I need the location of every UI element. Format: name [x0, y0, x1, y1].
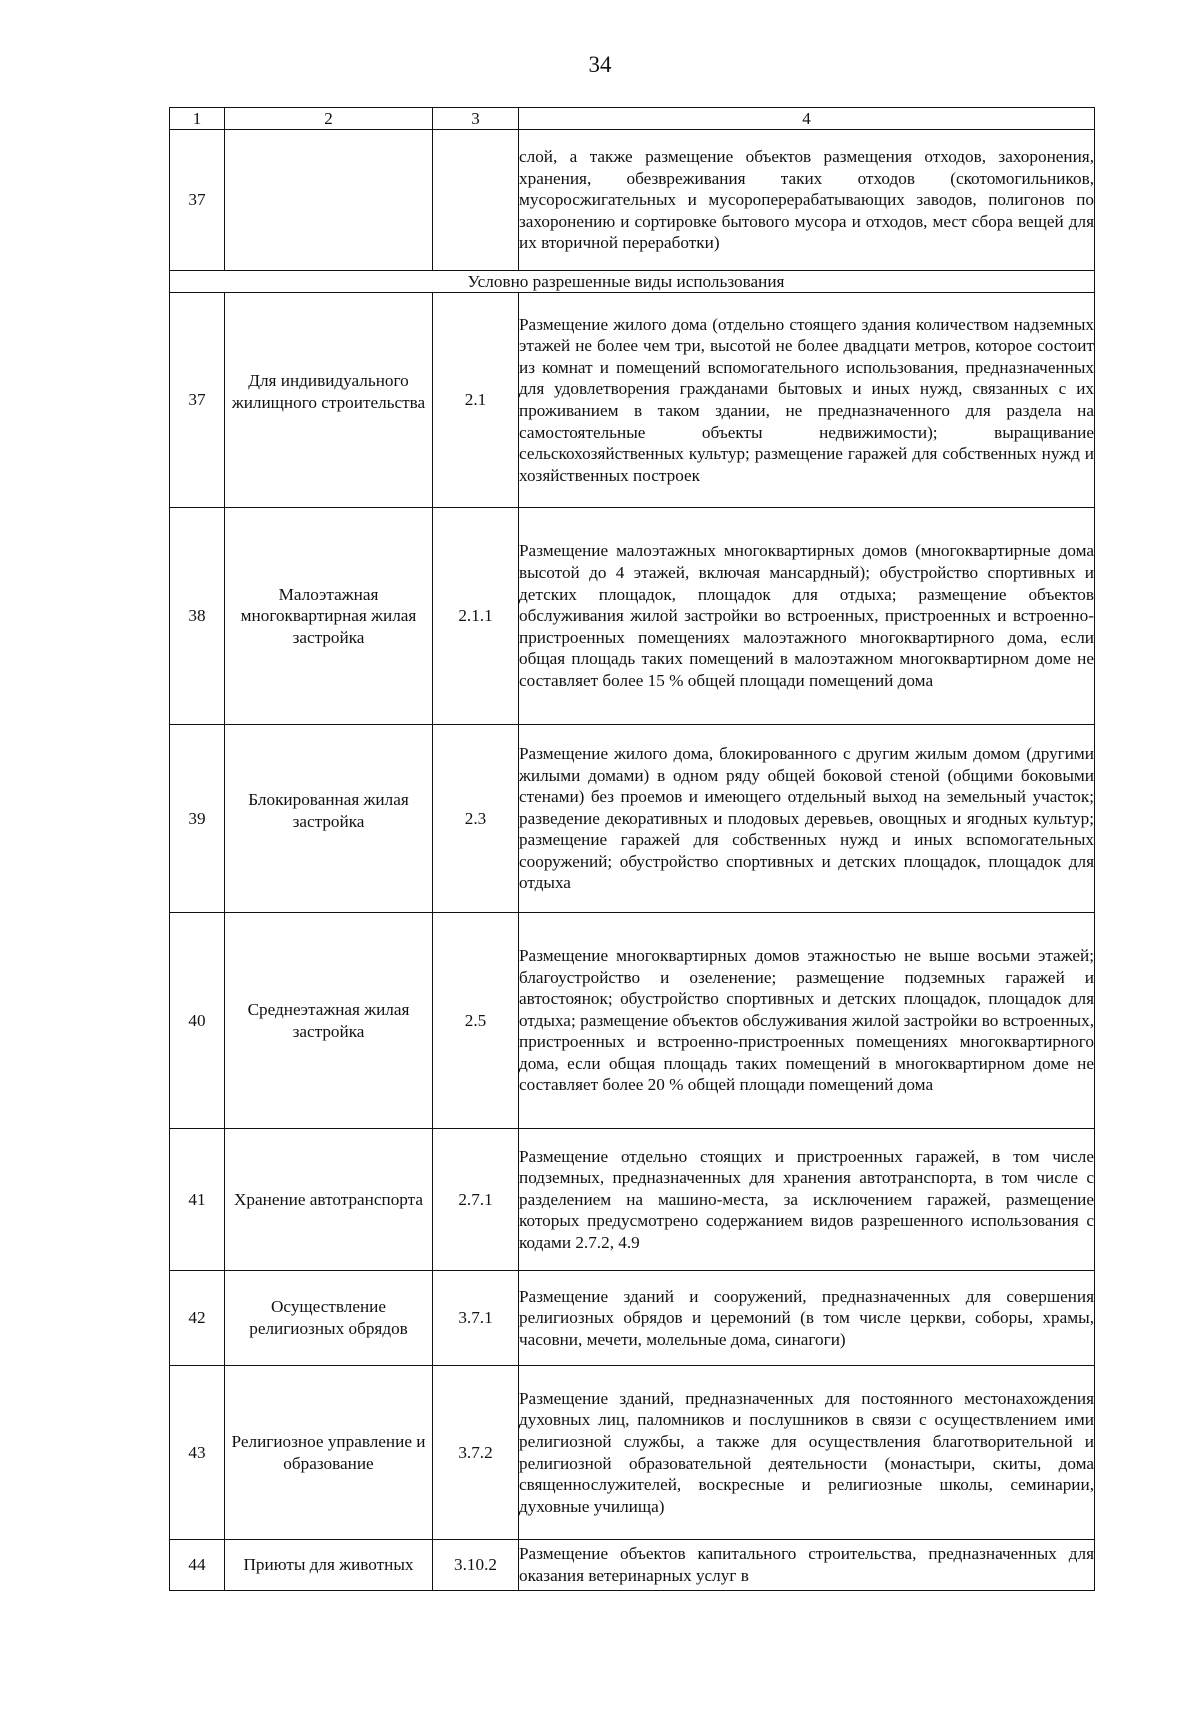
table-row	[170, 508, 1095, 725]
row-code: 2.1.1	[433, 508, 519, 725]
row-code	[433, 130, 519, 271]
section-title-cell	[170, 271, 1095, 293]
row-description: Размещение многоквартирных домов этажностью не выше восьми этажей; благоустройство и озеленение; размещение подземных гаражей и автостоянок; обустройство спортивных и детских площадок, площадок для отдыха; размещение объектов обслуживания жилой застройки во встроенных, пристроенных и встроенно-пристроенных помещениях многоквартирного дома, если общая площадь таких помещений в многоквартирном доме не составляет более 20 % общей площади помещений дома	[519, 913, 1095, 1129]
row-code: 3.10.2	[433, 1540, 519, 1591]
row-name: Религиозное управление и образование	[225, 1366, 433, 1540]
row-name: Хранение автотранспорта	[225, 1129, 433, 1271]
row-code: 2.1	[433, 293, 519, 508]
row-code: 3.7.2	[433, 1366, 519, 1540]
row-description: Размещение зданий и сооружений, предназначенных для совершения религиозных обрядов и церемоний (в том числе церкви, соборы, храмы, часовни, мечети, молельные дома, синагоги)	[519, 1271, 1095, 1366]
table-row-continuation	[170, 130, 1095, 271]
row-description: Размещение жилого дома, блокированного с другим жилым домом (другими жилыми домами) в одном ряду общей боковой стеной (общими боковыми стенами) без проемов и имеющего отдельный выход на земельный участок; разведение декоративных и плодовых деревьев, овощных и ягодных культур; размещение гаражей для собственных нужд и иных вспомогательных сооружений; обустройство спортивных и детских площадок, площадок для отдыха	[519, 725, 1095, 913]
row-name: Для индивидуального жилищного строительства	[225, 293, 433, 508]
row-name: Среднеэтажная жилая застройка	[225, 913, 433, 1129]
section-title: Условно разрешенные виды использования	[467, 271, 785, 291]
row-number: 38	[170, 508, 225, 725]
row-number: 41	[170, 1129, 225, 1271]
row-number: 43	[170, 1366, 225, 1540]
header-row	[170, 108, 1095, 130]
table-row	[170, 1366, 1095, 1540]
row-name: Осуществление религиозных обрядов	[225, 1271, 433, 1366]
table-row	[170, 1129, 1095, 1271]
row-description: слой, а также размещение объектов размещения отходов, захоронения, хранения, обезвреживания таких отходов (скотомогильников, мусоросжигательных и мусороперерабатывающих заводов, полигонов по захоронению и сортировке бытового мусора и отходов, мест сбора вещей для их вторичной переработки)	[519, 130, 1095, 271]
row-description: Размещение отдельно стоящих и пристроенных гаражей, в том числе подземных, предназначенных для хранения автотранспорта, в том числе с разделением на машино-места, за исключением гаражей, размещение которых предусмотрено содержанием видов разрешенного использования с кодами 2.7.2, 4.9	[519, 1129, 1095, 1271]
row-name: Приюты для животных	[225, 1540, 433, 1591]
row-number: 37	[170, 293, 225, 508]
table-row	[170, 293, 1095, 508]
section-header-row	[170, 271, 1095, 293]
row-description: Размещение жилого дома (отдельно стоящего здания количеством надземных этажей не более чем три, высотой не более двадцати метров, которое состоит из комнат и помещений вспомогательного использования, предназначенных для удовлетворения гражданами бытовых и иных нужд, связанных с их проживанием в таком здании, не предназначенного для раздела на самостоятельные объекты недвижимости); выращивание сельскохозяйственных культур; размещение гаражей для собственных нужд и хозяйственных построек	[519, 293, 1095, 508]
row-description: Размещение объектов капитального строительства, предназначенных для оказания ветеринарных услуг в	[519, 1540, 1095, 1591]
row-description: Размещение зданий, предназначенных для постоянного местонахождения духовных лиц, паломников и послушников в связи с осуществлением ими религиозной службы, а также для осуществления благотворительной и религиозной образовательной деятельности (монастыри, скиты, дома священнослужителей, воскресные и религиозные школы, семинарии, духовные училища)	[519, 1366, 1095, 1540]
row-code: 2.3	[433, 725, 519, 913]
row-number: 39	[170, 725, 225, 913]
row-number: 37	[170, 130, 225, 271]
column-header: 1	[170, 108, 225, 130]
row-number: 42	[170, 1271, 225, 1366]
row-name	[225, 130, 433, 271]
row-code: 2.5	[433, 913, 519, 1129]
table-row	[170, 725, 1095, 913]
column-header: 2	[225, 108, 433, 130]
row-number: 44	[170, 1540, 225, 1591]
land-use-table	[169, 107, 1095, 1591]
table-row	[170, 1271, 1095, 1366]
row-description: Размещение малоэтажных многоквартирных домов (многоквартирные дома высотой до 4 этажей, включая мансардный); обустройство спортивных и детских площадок, площадок для отдыха; размещение объектов обслуживания жилой застройки во встроенных, пристроенных и встроенно-пристроенных помещениях малоэтажного многоквартирного дома, если общая площадь таких помещений в малоэтажном многоквартирном доме не составляет более 15 % общей площади помещений дома	[519, 508, 1095, 725]
column-header: 3	[433, 108, 519, 130]
table-body	[170, 293, 1095, 1591]
page-number: 34	[588, 52, 612, 77]
row-name: Блокированная жилая застройка	[225, 725, 433, 913]
row-number: 40	[170, 913, 225, 1129]
column-header: 4	[519, 108, 1095, 130]
row-code: 3.7.1	[433, 1271, 519, 1366]
table-row	[170, 913, 1095, 1129]
table-row	[170, 1540, 1095, 1591]
row-name: Малоэтажная многоквартирная жилая застройка	[225, 508, 433, 725]
row-code: 2.7.1	[433, 1129, 519, 1271]
